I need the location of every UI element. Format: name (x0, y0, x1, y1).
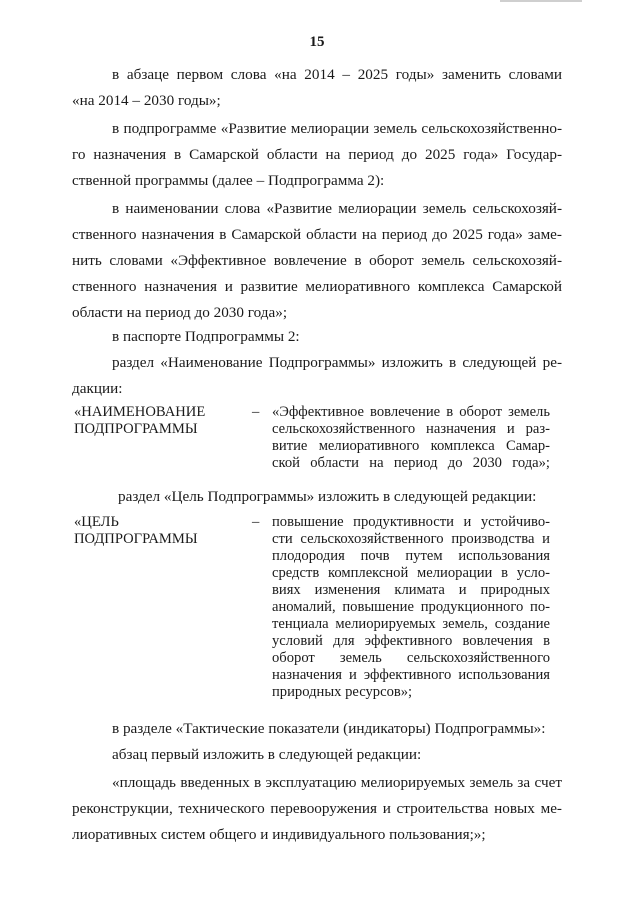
text-line: дакции: (72, 380, 123, 397)
text-line: в наименовании слова «Развитие мелиорации земель сельскохозяй- (112, 200, 562, 217)
paragraph-podprogramma (72, 116, 562, 194)
paragraph-razdel-takticheskie (72, 716, 562, 742)
table-value-line: витие мелиоративного комплекса Самар- (272, 438, 550, 454)
paragraph-abzac (72, 62, 562, 114)
table-value-line: назначения и эффективного использования (272, 667, 550, 683)
table-value-line: виях изменения климата и природных (272, 582, 550, 598)
text-line: раздел «Цель Подпрограммы» изложить в следующей редакции: (118, 488, 537, 505)
table-value-line: средств комплексной мелиорации в усло- (272, 565, 550, 581)
table-value-line: повышение продуктивности и устойчиво- (272, 514, 550, 530)
table1-dash: – (252, 404, 260, 420)
table2-dash: – (252, 514, 260, 530)
table-value-line: «Эффективное вовлечение в оборот земель (272, 404, 550, 420)
table2-label (74, 514, 198, 548)
paragraph-razdel-naimenovanie (72, 350, 562, 402)
paragraph-ploshchad (72, 770, 562, 848)
table-value-line: ской области на период до 2030 года»; (272, 455, 550, 471)
text-line: раздел «Наименование Подпрограммы» изложить в следующей ре- (112, 354, 562, 371)
table2-value (272, 514, 550, 701)
text-line: в разделе «Тактические показатели (индикаторы) Подпрограммы»: (112, 720, 546, 737)
text-line: ственного назначения и развитие мелиоративного комплекса Самарской (72, 278, 562, 295)
table1-value (272, 404, 550, 472)
text-line: абзац первый изложить в следующей редакции: (112, 746, 422, 763)
table-value-line: природных ресурсов»; (272, 684, 413, 700)
table-value-line: сти сельскохозяйственного производства и (272, 531, 550, 547)
table-value-line: условий для эффективного вовлечения в (272, 633, 550, 649)
table-value-line: сельскохозяйственного назначения и раз- (272, 421, 550, 437)
paragraph-razdel-cel (72, 484, 562, 510)
scan-edge-mark (500, 0, 582, 2)
text-line: в паспорте Подпрограммы 2: (112, 328, 300, 345)
page-number: 15 (309, 34, 325, 50)
paragraph-naimenovanie (72, 196, 562, 326)
text-line: в подпрограмме «Развитие мелиорации земель сельскохозяйственно- (112, 120, 562, 137)
table-value-line: аномалий, повышение продукционного по- (272, 599, 550, 615)
table-label-line: ПОДПРОГРАММЫ (74, 531, 198, 547)
text-line: в абзаце первом слова «на 2014 – 2025 годы» заменить словами (112, 66, 562, 83)
table-label-line: «ЦЕЛЬ (74, 514, 119, 530)
text-line: реконструкции, технического перевооружения и строительства новых ме- (72, 800, 562, 817)
text-line: ственного назначения в Самарской области на период до 2025 года» заме- (72, 226, 562, 243)
table-label-line: «НАИМЕНОВАНИЕ (74, 404, 206, 420)
table-value-line: оборот земель сельскохозяйственного (272, 650, 550, 666)
text-line: лиоративных систем общего и индивидуального пользования;»; (72, 826, 486, 843)
table-value-line: плодородия почв путем использования (272, 548, 550, 564)
text-line: области на период до 2030 года»; (72, 304, 288, 321)
table1-label (74, 404, 205, 438)
text-line: нить словами «Эффективное вовлечение в оборот земель сельскохозяй- (72, 252, 562, 269)
table-label-line: ПОДПРОГРАММЫ (74, 421, 198, 437)
table-value-line: тенциала мелиорируемых земель, создание (272, 616, 550, 632)
text-line: «на 2014 – 2030 годы»; (72, 92, 221, 109)
paragraph-pasport (72, 324, 562, 350)
paragraph-abzac-pervyi (72, 742, 562, 768)
text-line: «площадь введенных в эксплуатацию мелиорируемых земель за счет (112, 774, 562, 791)
text-line: го назначения в Самарской области на период до 2025 года» Государ- (72, 146, 562, 163)
text-line: ственной программы (далее – Подпрограмма 2): (72, 172, 385, 189)
